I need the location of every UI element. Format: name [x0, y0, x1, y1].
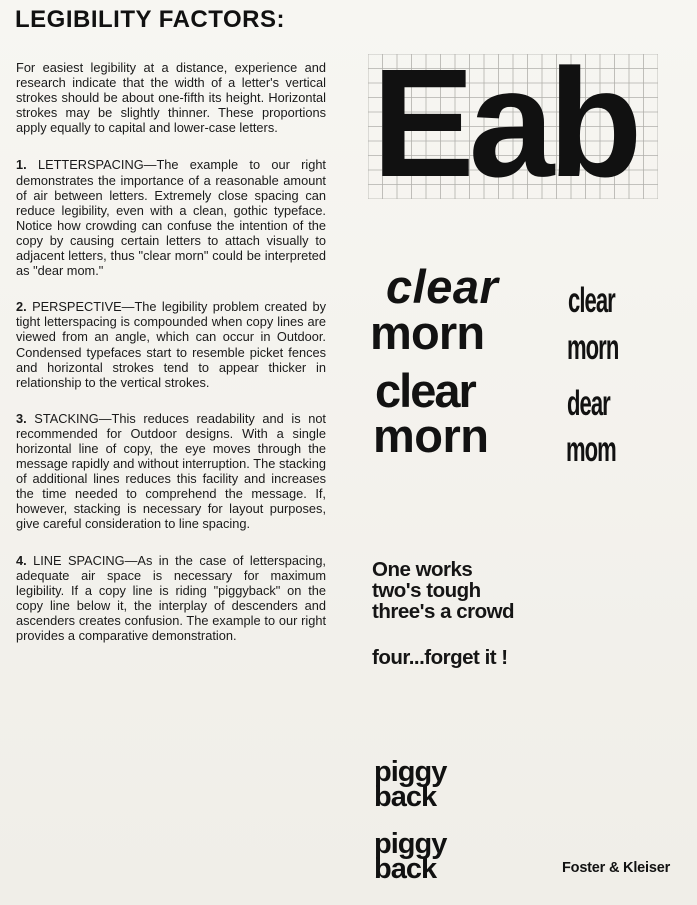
wide-example-line: morn	[370, 306, 485, 359]
stacking-line: three's a crowd	[372, 600, 515, 623]
stacking-example	[372, 559, 612, 668]
spacing-demonstration	[370, 258, 640, 488]
section-stacking	[16, 411, 326, 532]
stacking-line: One works	[372, 558, 473, 581]
letter-proportion-example	[368, 37, 658, 209]
text-column	[16, 60, 326, 643]
section-line-spacing	[16, 553, 326, 644]
narrow-example-line: dear	[567, 384, 610, 423]
section-text: LINE SPACING—As in the case of letterspacing, adequate air space is necessary for maximum legibility. If a copy line is riding "piggyback" on the copy line below it, the interplay of descenders and ascenders creates confusion. The example to our right provides a comparative demonstration.	[16, 552, 326, 643]
section-text: STACKING—This reduces readability and is not recommended for Outdoor designs. With a single horizontal line of copy, the eye moves through the message rapidly and without interruption. The stacking of additional lines reduces this facility and increases the time needed to comprehend the message. If, however, stacking is necessary for layout purposes, give careful consideration to line spacing.	[16, 410, 326, 532]
brand-name: Foster & Kleiser	[562, 860, 671, 876]
section-text: LETTERSPACING—The example to our right demonstrates the importance of a reasonable amount of air between letters. Extremely close spacing can reduce legibility, even with a clean, gothic typeface. Notice how crowding can confuse the intention of the copy by causing certain letters to attach visually to adjacent letters, thus "clear morn" could be interpreted as "dear mom."	[16, 157, 326, 279]
wide-example-line: clear	[375, 364, 475, 417]
eab-example-text: Eab	[372, 37, 637, 209]
piggyback-line: back	[374, 853, 437, 885]
section-number: 4.	[16, 552, 27, 568]
stacking-line: two's tough	[372, 579, 481, 602]
section-text: PERSPECTIVE—The legibility problem created by tight letterspacing is compounded when copy lines are viewed from an angle, which can occur in Outdoor. Condensed typefaces start to resemble picket fences and horizontal strokes tend to appear thicker in relationship to the vertical strokes.	[16, 299, 326, 390]
section-number: 2.	[16, 299, 27, 315]
narrow-example-line: clear	[568, 281, 615, 320]
section-number: 3.	[16, 410, 27, 426]
piggyback-example	[374, 756, 514, 885]
narrow-example-line: mom	[566, 430, 616, 469]
example-column	[366, 0, 686, 905]
page-title: LEGIBILITY FACTORS:	[15, 6, 285, 33]
intro-paragraph: For easiest legibility at a distance, experience and research indicate that the width of a letter's vertical strokes should be about one-fifth its height. Horizontal strokes may be slightly thinner. These proportions apply equally to capital and lower-case letters.	[16, 60, 326, 136]
wide-example-line: morn	[373, 409, 489, 462]
piggyback-line: back	[374, 781, 437, 813]
stacking-line: four...forget it !	[372, 646, 508, 669]
section-letterspacing	[16, 157, 326, 278]
section-number: 1.	[16, 157, 27, 173]
piggyback-line: piggy	[374, 756, 447, 788]
wide-example-line: clear	[386, 260, 499, 313]
narrow-example-line: morn	[567, 328, 619, 367]
section-perspective	[16, 299, 326, 390]
piggyback-line: piggy	[374, 828, 447, 860]
